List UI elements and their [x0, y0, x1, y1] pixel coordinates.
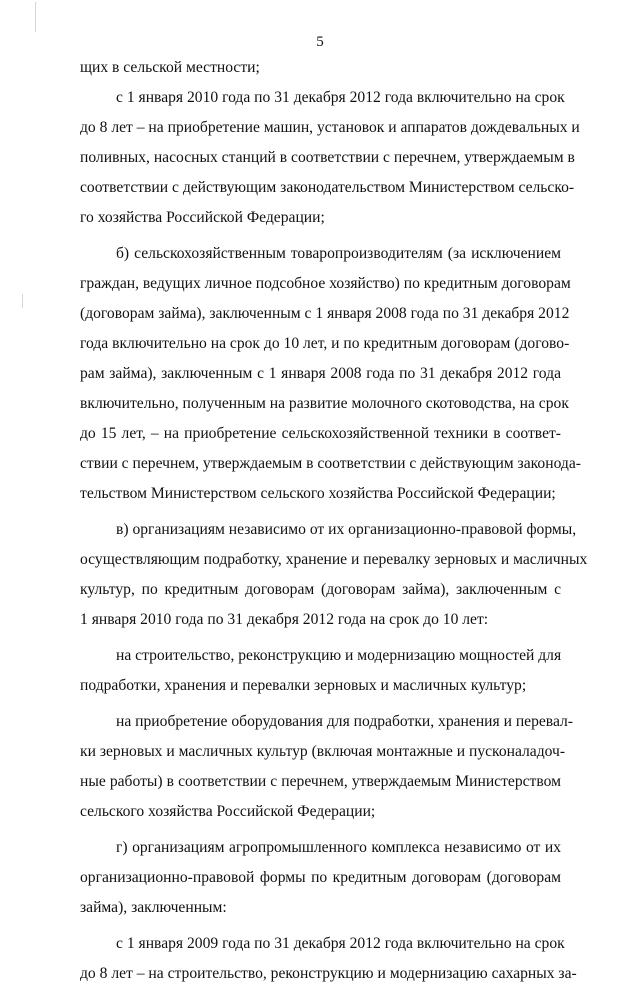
document-body [80, 58, 588, 994]
text-line: щих в сельской местности; [80, 59, 260, 76]
text-line: ные работы) в соответствии с перечнем, утверждаемым Министерством [80, 773, 561, 790]
paragraph [80, 58, 561, 88]
text-line: до 8 лет – на строительство, реконструкцию и модернизацию сахарных за- [80, 965, 577, 982]
text-line: до 8 лет – на приобретение машин, установок и аппаратов дождевальных и [80, 119, 580, 136]
left-margin-scan-mark [22, 294, 23, 308]
paragraph [80, 838, 561, 928]
text-line: с 1 января 2010 года по 31 декабря 2012 года включительно на срок [116, 89, 565, 106]
text-line: рам займа), заключенным с 1 января 2008 года по 31 декабря 2012 года [80, 365, 561, 382]
text-line: года включительно на срок до 10 лет, и по кредитным договорам (догово- [80, 335, 570, 352]
text-line: на строительство, реконструкцию и модернизацию мощностей для [116, 647, 562, 664]
text-line: с 1 января 2009 года по 31 декабря 2012 года включительно на срок [116, 935, 565, 952]
text-line: поливных, насосных станций в соответствии с перечнем, утверждаемым в [80, 149, 575, 166]
text-line: г) организациям агропромышленного комплекса независимо от их [116, 839, 561, 856]
text-line: соответствии с действующим законодательством Министерством сельско- [80, 179, 575, 196]
paragraph [80, 712, 573, 832]
text-line: в) организациям независимо от их организационно-правовой формы, [116, 521, 577, 538]
text-line: (договорам займа), заключенным с 1 января 2008 года по 31 декабря 2012 [80, 305, 570, 322]
text-line: 1 января 2010 года по 31 декабря 2012 года на срок до 10 лет: [80, 611, 489, 628]
text-line: тельством Министерством сельского хозяйства Российской Федерации; [80, 485, 556, 502]
text-line: ствии с перечнем, утверждаемым в соответствии с действующим законода- [80, 455, 581, 472]
text-line: до 15 лет, – на приобретение сельскохозяйственной техники в соответ- [80, 425, 561, 442]
text-line: займа), заключенным: [80, 899, 227, 916]
paragraph [80, 934, 577, 994]
text-line: культур, по кредитным договорам (договорам займа), заключенным с [80, 581, 561, 598]
paragraph [80, 244, 581, 514]
text-line: граждан, ведущих личное подсобное хозяйство) по кредитным договорам [80, 275, 571, 292]
paragraph [80, 520, 588, 640]
text-line: осуществляющим подработку, хранение и перевалку зерновых и масличных [80, 551, 588, 568]
text-line: подработки, хранения и перевалки зерновых и масличных культур; [80, 677, 527, 694]
paragraph [80, 88, 580, 238]
text-line: организационно-правовой формы по кредитным договорам (договорам [80, 869, 561, 886]
paragraph [80, 646, 561, 706]
page-number: 5 [316, 34, 324, 50]
text-line: включительно, полученным на развитие молочного скотоводства, на срок [80, 395, 569, 412]
text-line: го хозяйства Российской Федерации; [80, 209, 325, 226]
text-line: сельского хозяйства Российской Федерации; [80, 803, 376, 820]
text-line: на приобретение оборудования для подработки, хранения и перевал- [116, 713, 573, 730]
left-margin-scan-mark [35, 2, 36, 32]
text-line: б) сельскохозяйственным товаропроизводителям (за исключением [116, 245, 561, 262]
text-line: ки зерновых и масличных культур (включая монтажные и пусконаладоч- [80, 743, 566, 760]
